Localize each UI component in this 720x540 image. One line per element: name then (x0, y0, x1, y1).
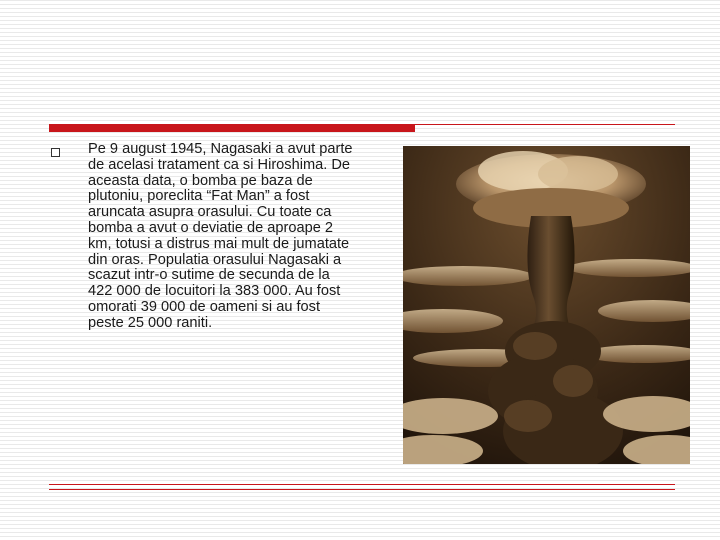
bottom-rule-upper (49, 484, 675, 485)
top-accent-line (415, 124, 675, 125)
body-paragraph: Pe 9 august 1945, Nagasaki a avut parte de acelasi tratament ca si Hiroshima. De aceasta data, o bomba pe baza de plutoniu, poreclita “Fat Man” a fost aruncata asupra orasului. Cu toate ca bomba a avut o deviatie de aproape 2 km, totusi a distrus mai mult de jumatate din oras. Populatia orasului Nagasaki a scazut intr-o sutime de secunda de la 422 000 de locuitori la 383 000. Au fost omorati 39 000 de oameni si au fost peste 25 000 raniti. (88, 141, 353, 331)
top-accent-bar (49, 124, 415, 132)
mushroom-cloud-photo (403, 146, 690, 464)
bottom-rule-lower (49, 489, 675, 490)
bullet-square-icon (51, 148, 60, 157)
